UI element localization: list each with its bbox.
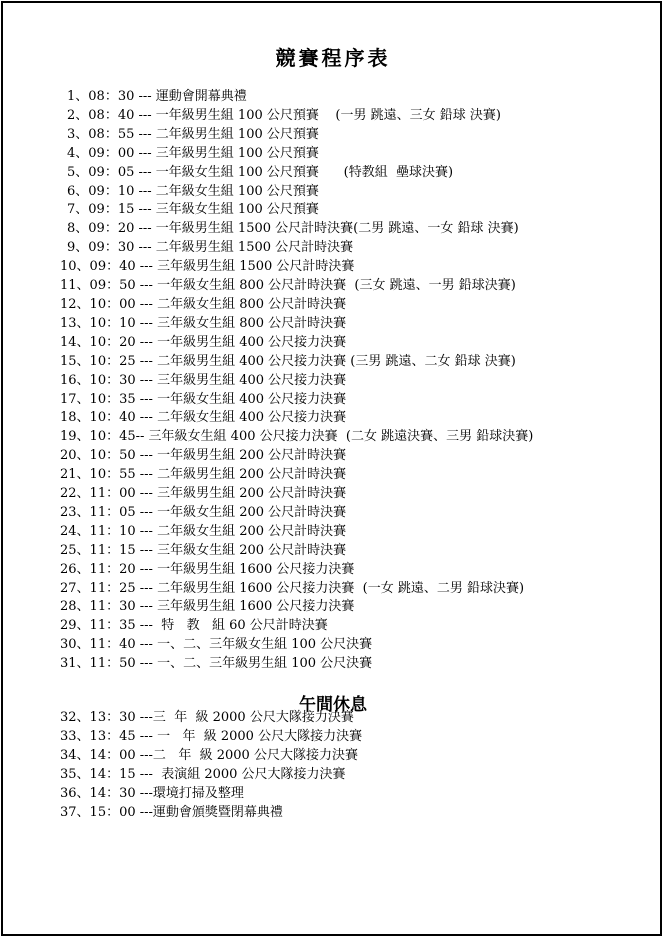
- schedule-item: 5、09：05 --- 一年級女生組 100 公尺預賽 (特教組 壘球決賽): [67, 164, 454, 180]
- schedule-item: 2、08：40 --- 一年級男生組 100 公尺預賽 (一男 跳遠、三女 鉛球 決賽): [67, 107, 501, 123]
- schedule-item: 36、14：30 ---環境打掃及整理: [60, 785, 244, 801]
- schedule-item: 22、11：00 --- 三年級男生組 200 公尺計時決賽: [60, 486, 347, 502]
- schedule-item: 20、10：50 --- 一年級男生組 200 公尺計時決賽: [60, 448, 347, 464]
- schedule-item: 19、10：45-- 三年級女生組 400 公尺接力決賽 (二女 跳遠決賽、三男 鉛球決賽): [60, 429, 534, 445]
- schedule-item: 9、09：30 --- 二年級男生組 1500 公尺計時決賽: [67, 240, 354, 256]
- schedule-item: 17、10：35 --- 一年級女生組 400 公尺接力決賽: [60, 391, 347, 407]
- schedule-item: 12、10：00 --- 二年級女生組 800 公尺計時決賽: [60, 296, 347, 312]
- schedule-item: 27、11：25 --- 二年級男生組 1600 公尺接力決賽 (一女 跳遠、二男 鉛球決賽): [60, 580, 525, 596]
- schedule-item: 30、11：40 --- 一、二、三年級女生組 100 公尺決賽: [60, 637, 373, 653]
- schedule-item: 1、08：30 --- 運動會開幕典禮: [67, 89, 247, 104]
- schedule-item: 16、10：30 --- 三年級男生組 400 公尺接力決賽: [60, 372, 347, 388]
- schedule-item: 15、10：25 --- 二年級男生組 400 公尺接力決賽 (三男 跳遠、二女 鉛球 決賽): [60, 353, 516, 369]
- schedule-item: 28、11：30 --- 三年級男生組 1600 公尺接力決賽: [60, 599, 355, 615]
- schedule-item: 11、09：50 --- 一年級女生組 800 公尺計時決賽 (三女 跳遠、一男 鉛球決賽): [60, 278, 516, 294]
- schedule-item: 21、10：55 --- 二年級男生組 200 公尺計時決賽: [60, 467, 347, 483]
- schedule-item: 23、11：05 --- 一年級女生組 200 公尺計時決賽: [60, 504, 347, 520]
- afternoon-schedule: [60, 709, 615, 822]
- schedule-item: 26、11：20 --- 一年級男生組 1600 公尺接力決賽: [60, 561, 355, 577]
- page-title: 競賽程序表: [275, 46, 391, 70]
- schedule-item: 32、13：30 ---三 年 級 2000 公尺大隊接力決賽: [60, 710, 354, 725]
- lunch-break-heading: 午間休息: [299, 695, 367, 715]
- schedule-item: 3、08：55 --- 二年級男生組 100 公尺預賽: [67, 126, 319, 142]
- schedule-item: 35、14：15 --- 表演組 2000 公尺大隊接力決賽: [60, 766, 346, 782]
- schedule-item: 18、10：40 --- 二年級女生組 400 公尺接力決賽: [60, 410, 347, 426]
- schedule-item: 7、09：15 --- 三年級女生組 100 公尺預賽: [67, 202, 319, 218]
- morning-schedule: [60, 88, 615, 674]
- schedule-item: 24、11：10 --- 二年級女生組 200 公尺計時決賽: [60, 523, 347, 539]
- schedule-item: 34、14：00 ---二 年 級 2000 公尺大隊接力決賽: [60, 747, 358, 763]
- schedule-item: 25、11：15 --- 三年級女生組 200 公尺計時決賽: [60, 542, 347, 558]
- schedule-item: 14、10：20 --- 一年級男生組 400 公尺接力決賽: [60, 334, 347, 350]
- schedule-item: 4、09：00 --- 三年級男生組 100 公尺預賽: [67, 145, 319, 161]
- schedule-item: 13、10：10 --- 三年級女生組 800 公尺計時決賽: [60, 315, 347, 331]
- schedule-item: 33、13：45 --- 一 年 級 2000 公尺大隊接力決賽: [60, 728, 363, 744]
- schedule-item: 37、15：00 ---運動會頒獎暨閉幕典禮: [60, 804, 283, 820]
- schedule-item: 6、09：10 --- 二年級女生組 100 公尺預賽: [67, 183, 319, 199]
- schedule-item: 10、09：40 --- 三年級男生組 1500 公尺計時決賽: [60, 259, 355, 275]
- schedule-item: 29、11：35 --- 特 教 組 60 公尺計時決賽: [60, 618, 328, 634]
- schedule-item: 31、11：50 --- 一、二、三年級男生組 100 公尺決賽: [60, 656, 373, 672]
- schedule-item: 8、09：20 --- 一年級男生組 1500 公尺計時決賽(二男 跳遠、一女 鉛球 決賽): [67, 221, 519, 237]
